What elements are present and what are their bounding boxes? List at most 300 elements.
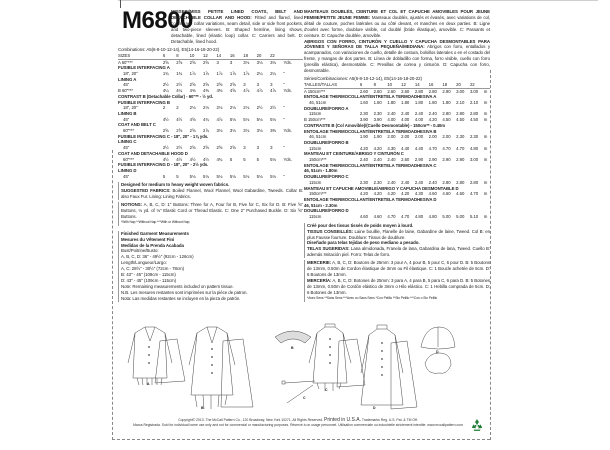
- yardage-value: 2.40: [428, 179, 437, 185]
- fabric-width: 45": [123, 116, 130, 122]
- yardage-value: 1⅞: [203, 71, 209, 77]
- yardage-value: 1⅞: [216, 71, 223, 77]
- yardage-value: 2½: [176, 82, 183, 88]
- illus-label-collar-b: B: [291, 346, 294, 350]
- yardage-value: 3: [256, 145, 260, 151]
- measurements-title-en: Finished Garment Measurements: [121, 230, 189, 236]
- yardage-value: 5⅛: [229, 173, 236, 179]
- yardage-value: 2⅝: [189, 145, 196, 151]
- unit: m: [483, 145, 488, 151]
- yardage-value: 3: [256, 82, 260, 88]
- yardage-value: 4.70: [442, 145, 451, 151]
- unit: Yds.: [283, 128, 292, 134]
- yardage-value: 4.20: [428, 117, 437, 123]
- nap-note-en: *With Nap **Without Nap ***With or Without Nap: [121, 219, 190, 224]
- designed-for-fr: Créé pour des tissus tissés de poids moyen à lourd.: [307, 222, 414, 228]
- yardage-value: 2⅝: [176, 128, 183, 134]
- yardage-value: 2.80: [428, 88, 437, 94]
- yardage-value: 3.90: [373, 117, 382, 123]
- yardage-value: 2.90: [442, 157, 451, 163]
- mercerie-text: A, B, C, D: Boutons de 25mm: 3 pour A, 4 pour B, 5 pour C, 6 pour D. B: 5 Boutons de 13mm, 0.50m de Cordon élastique de 3mm ou Fil élastique. C: 1 Boucle achetée de 5cm. D: 6 Boutons de 13mm.: [307, 260, 490, 277]
- yardage-value: 4.00: [414, 117, 424, 123]
- unit: ": [283, 71, 285, 77]
- yardage-value: 2.30: [359, 111, 368, 117]
- yardage-table-en: [118, 53, 303, 179]
- yardage-value: 2¼: [270, 71, 276, 77]
- suggested-fabrics-fr-label: TISSUS CONSEILLÉS:: [307, 228, 354, 234]
- yardage-value: 2.30: [456, 134, 465, 140]
- yardage-section-label: DOUBLURE/FORRO B: [304, 139, 349, 145]
- yardage-value: 1.60: [359, 99, 368, 105]
- yardage-value: 5.00: [442, 214, 451, 220]
- length-label: Length/Longueur/Largo:: [121, 260, 167, 266]
- yardage-value: 2⅝: [203, 82, 209, 88]
- fabric-width: B 150cm***: [304, 117, 326, 123]
- notions-en: [118, 202, 303, 226]
- yardage-value: 4.30: [387, 145, 396, 151]
- yardage-value: 1¾: [176, 71, 183, 77]
- coat-b-illustration: [189, 327, 253, 409]
- yardage-value: 3: [270, 145, 273, 151]
- yardage-section-label: DOUBLURE/FORRO A: [304, 105, 349, 111]
- description-fr-text: Manteaux doublés, ajustés et évasés, avec variations de col, détail de couture, poches latérales ou au côté devant, et manches en deux parties. B: Ligne d'ourlet avec forme, doublure visible, col doublé (bride élastique), amovible. C: Passants et ceinture. D: Capuche doublée, amovible.: [304, 14, 490, 38]
- yardage-value: 4.70: [456, 145, 465, 151]
- description-es: [304, 39, 490, 74]
- yardage-value: 4½: [162, 116, 169, 122]
- suggested-fabrics-es-label: TELAS SUGERIDAS:: [307, 246, 350, 252]
- yardage-section-label: MANTEAU ET CEINTURE/ABRIGO Y CINTURÓN C: [304, 151, 404, 157]
- suggested-fabrics-fr-text: Laine bouillie, Flanelle de laine, Gabardine de laine, Tweed. Col B: en plus Fausse fourrure. Doublure: Tissus de doublure.: [307, 228, 490, 240]
- yardage-value: 3⅛: [256, 59, 263, 65]
- unit: m: [483, 191, 488, 197]
- yardage-value: 5.10: [469, 214, 479, 220]
- bust-label: Bust/Poitrine/Busto:: [121, 248, 159, 254]
- yardage-value: 5⅛: [203, 173, 209, 179]
- yardage-value: 2.40: [414, 179, 424, 185]
- nap-note-fr-es: *Avec Sens **Sans Sens ***Avec ou Sans Sens *Con Pelillo **Sin Pelillo ***Con o Sin Pelillo: [307, 295, 438, 300]
- yardage-value: 2⅛: [203, 105, 209, 111]
- footer-line-1: [128, 418, 468, 423]
- size-header: 22: [470, 82, 484, 88]
- yardage-value: 1.80: [401, 99, 410, 105]
- size-header: 6: [163, 53, 176, 59]
- suggested-fabrics-es: [307, 246, 490, 258]
- suggested-fabrics-text: Boiled Flannel, Wool Flannel, Wool Gabardine, Tweeds. Collar B: also Faux Fur. Lining: Lining Fabrics.: [121, 188, 304, 200]
- yardage-value: 2.90: [456, 157, 465, 163]
- fabric-width: 115cm: [309, 179, 322, 185]
- top-tick-mark: [120, 0, 121, 8]
- yardage-value: 1⅞: [189, 71, 196, 77]
- yardage-value: 1.80: [428, 99, 437, 105]
- yardage-value: 4.40: [414, 145, 424, 151]
- yardage-value: 1.60: [373, 99, 382, 105]
- unit: ": [283, 145, 285, 151]
- yardage-section-label: CONTRASTE B (Col Amovible)/(Cuello Desmontable) - 150cm** - 0.40m: [304, 122, 446, 128]
- yardage-section-label: 46, 51cm - 2.30m: [304, 202, 338, 208]
- yardage-value: 4.60: [442, 191, 451, 197]
- size-header: 8: [374, 82, 388, 88]
- cut-line-right: [490, 70, 491, 440]
- measurements-title-es: Medidas de la Prenda Acabada: [121, 242, 184, 248]
- yardage-value: 4½: [189, 156, 196, 162]
- yardage-value: 4.60: [373, 214, 382, 220]
- yardage-section-label: FUSIBLE INTERFACING C - 18", 20" - 1⅞ yds.: [118, 133, 209, 139]
- yardage-value: 2⅝: [229, 145, 236, 151]
- fabrics-en: [118, 182, 303, 200]
- yardage-value: 5⅛: [270, 173, 276, 179]
- garment-illustrations: [125, 323, 465, 411]
- title-fr: MANTEAUX DOUBLÉS, CEINTURE ET COL ET CAPUCHE AMOVIBLES POUR JEUNE FEMME/PETITE JEUNE FEMME:: [304, 9, 490, 20]
- yardage-value: 2⅝: [203, 59, 209, 65]
- notions-text: [121, 202, 303, 220]
- description-en-text: Fitted and flared, lined coats have collar variations, seam detail, side or side front pockets, and two-piece sleeves. B: Shaped hemline, lining shows, detachable, lined (elastic loop) collar. C: Carriers and belt. D: Detachable, lined hood.: [171, 15, 303, 44]
- yardage-value: 2.40: [387, 179, 396, 185]
- yardage-value: 1.90: [359, 134, 368, 140]
- yardage-value: 2⅛: [229, 105, 236, 111]
- printed-in: Printed in U.S.A.: [324, 417, 361, 423]
- yardage-value: 5⅛: [256, 173, 263, 179]
- yardage-value: 2½: [256, 105, 263, 111]
- merceria-label: MERCERÍA:: [307, 277, 332, 283]
- size-header: 10: [190, 53, 203, 59]
- description-en: [171, 9, 303, 45]
- fabric-width: A 150cm***: [304, 88, 326, 94]
- yardage-section-label: LINING B: [118, 110, 137, 116]
- yardage-value: 2.40: [359, 157, 368, 163]
- title-es: ABRIGOS CON FORRO, CINTURÓN Y CUELLO Y CAPUCHA DESMONTABLES PARA JÓVENES Y SEÑORAS DE TALLA PEQUEÑA/MEDIANA:: [304, 38, 490, 50]
- size-header: 10: [387, 82, 401, 88]
- yardage-value: 2⅝: [176, 59, 183, 65]
- sizes-label: TAILLES/TALLAS: [304, 82, 360, 88]
- description-fr: [304, 9, 490, 39]
- fabric-width: 115cm: [309, 145, 322, 151]
- yardage-value: 1.90: [373, 134, 382, 140]
- left-column: [118, 47, 303, 302]
- fabric-width: 115cm: [309, 214, 322, 220]
- yardage-value: 2.80: [442, 111, 451, 117]
- yardage-value: 5: [229, 156, 233, 162]
- yardage-value: 2⅝: [216, 145, 223, 151]
- yardage-value: 5: [162, 173, 166, 179]
- suggested-fabrics-es-text: Lana almidonada, Franela de lana, Gabardina de lana, Tweed. Cuello B: además Imitación piel. Forro: Telas de forro.: [307, 246, 491, 258]
- yardage-value: 4¾: [216, 156, 223, 162]
- unit: Yds.: [283, 156, 292, 162]
- yardage-value: 2.00: [401, 134, 410, 140]
- yardage-value: 3: [270, 82, 273, 88]
- yardage-value: 2.80: [456, 111, 465, 117]
- yardage-value: 5⅛: [270, 116, 276, 122]
- yardage-value: 3.00: [469, 88, 479, 94]
- yardage-value: 4.70: [428, 145, 437, 151]
- illus-label-a: A: [147, 382, 150, 386]
- yardage-value: 4⅞: [216, 116, 223, 122]
- yardage-value: 4.20: [373, 145, 382, 151]
- yardage-value: 4.70: [469, 191, 479, 197]
- yardage-value: 4⅜: [203, 88, 209, 94]
- mercerie: [307, 260, 490, 278]
- unit: ": [283, 82, 285, 88]
- yardage-value: 2⅛: [243, 105, 250, 111]
- fabric-width: 150cm***: [309, 157, 327, 163]
- coat-a-illustration: [128, 327, 185, 385]
- yardage-value: 2.40: [428, 111, 437, 117]
- yardage-section-label: CONTRAST B (Detachable Collar) - 60"** - ½ yd.: [118, 93, 214, 99]
- yardage-value: 4.20: [373, 191, 382, 197]
- yardage-value: 3⅛: [229, 128, 236, 134]
- collar-b-illustration: [275, 331, 311, 343]
- yardage-value: 2⅞: [203, 128, 209, 134]
- illus-label-c: C: [325, 388, 328, 392]
- unit: ": [283, 116, 285, 122]
- yardage-value: 1.80: [442, 99, 451, 105]
- unit: m: [483, 179, 488, 185]
- fabric-width: 45": [123, 173, 130, 179]
- cut-line-left: [112, 150, 113, 440]
- size-header: 14: [216, 53, 229, 59]
- pattern-number: M6800: [122, 7, 193, 34]
- yardage-value: 4.50: [456, 117, 465, 123]
- yardage-value: 2¼: [256, 71, 263, 77]
- coat-c-illustration: [309, 324, 365, 391]
- yardage-value: 2⅝: [189, 82, 196, 88]
- yardage-section-label: MANTEAU ET CAPUCHE AMOVIBLE/ABRIGO Y CAPUCHA DESMONTABLE D: [304, 185, 459, 191]
- yardage-value: 2½: [270, 105, 276, 111]
- yardage-value: 2.60: [387, 88, 396, 94]
- yardage-value: 2.60: [373, 88, 382, 94]
- yardage-value: 1.80: [414, 99, 424, 105]
- yardage-value: 4.70: [387, 214, 396, 220]
- yardage-value: 3⅛: [243, 128, 250, 134]
- note-en: Note: Remaining measurements included on pattern tissue.: [121, 283, 234, 289]
- unit: m: [483, 88, 488, 94]
- size-header: 22: [270, 53, 283, 59]
- combinations-en: Combinations: A5(6-8-10-12-14), E5(14-16-18-20-22): [118, 47, 220, 52]
- unit: m: [483, 214, 488, 220]
- fabric-width: 45": [123, 82, 130, 88]
- yardage-value: 4.80: [414, 214, 424, 220]
- yardage-value: 5⅛: [229, 116, 236, 122]
- fabrics-fr-es: [304, 223, 490, 258]
- yardage-value: 4⅞: [256, 88, 263, 94]
- suggested-fabrics-fr: [307, 229, 490, 241]
- yardage-value: 2.40: [387, 111, 396, 117]
- yardage-value: 2⅛: [189, 105, 196, 111]
- yardage-value: 4.00: [401, 117, 410, 123]
- yardage-value: 3⅛: [243, 59, 250, 65]
- yardage-value: 2.80: [469, 111, 479, 117]
- yardage-table-metric: [304, 82, 490, 220]
- yardage-value: 4.40: [401, 145, 410, 151]
- size-header: 12: [203, 53, 216, 59]
- fabric-width: 115cm: [309, 111, 322, 117]
- note-es: Nota: Las medidas restantes se incluyen en la pieza de patrón.: [121, 295, 241, 301]
- yardage-row: [118, 174, 303, 180]
- yardage-value: 2.40: [401, 179, 410, 185]
- yardage-value: 3⅛: [256, 128, 263, 134]
- yardage-value: 2⅛: [216, 105, 223, 111]
- yardage-value: 2.00: [428, 134, 437, 140]
- illus-label-hood-d: D: [436, 350, 439, 354]
- yardage-section-label: 46, 51cm - 1.80m: [304, 168, 338, 174]
- unit: Yds.: [283, 59, 292, 65]
- yardage-value: 4¼: [176, 88, 183, 94]
- fabric-width: A 60"***: [118, 59, 133, 65]
- yardage-value: 5⅛: [256, 116, 263, 122]
- yardage-value: 3: [229, 59, 233, 65]
- suggested-fabrics-en: [121, 188, 303, 200]
- yardage-value: 2½: [176, 145, 183, 151]
- fabric-width: 46, 51cm: [309, 134, 327, 140]
- yardage-value: 4¼: [162, 88, 169, 94]
- yardage-row: [304, 214, 490, 220]
- yardage-value: 4½: [203, 156, 209, 162]
- notions-label: NOTIONS:: [121, 202, 143, 208]
- mercerie-label: MERCERIE:: [307, 260, 332, 266]
- yardage-value: 4⅝: [189, 116, 196, 122]
- yardage-value: 4.70: [401, 214, 410, 220]
- top-rule: [118, 0, 598, 1]
- yardage-value: 3: [243, 145, 246, 151]
- size-header: 18: [243, 53, 256, 59]
- yardage-section-label: ENTOILAGE THERMOCOLLANT/ENTRETELA TERMOADHESIVA D: [304, 196, 437, 202]
- length-b: B: 43" - 45" (109cm - 115cm): [121, 272, 176, 278]
- yardage-value: 4½: [162, 156, 169, 162]
- fabric-width: 18", 20": [123, 105, 138, 111]
- yardage-value: 4.60: [359, 214, 368, 220]
- yardage-section-label: FUSIBLE INTERFACING B: [118, 99, 170, 105]
- yardage-value: 2.60: [359, 88, 368, 94]
- yardage-value: 4.20: [359, 191, 368, 197]
- yardage-value: 2⅝: [162, 128, 169, 134]
- yardage-value: 5⅛: [189, 173, 196, 179]
- yardage-value: 2: [176, 105, 179, 111]
- combinations-metric: Séries/Combinaciones: A5(6-8-10-12-14), E5(14-16-18-20-22): [304, 75, 422, 81]
- yardage-value: 2: [162, 105, 166, 111]
- yardage-value: 2.00: [387, 134, 396, 140]
- yardage-value: 2.90: [442, 88, 451, 94]
- measurements: [118, 231, 303, 302]
- unit: ": [283, 105, 285, 111]
- yardage-section-label: LINING D: [118, 167, 137, 173]
- size-header: 8: [176, 53, 189, 59]
- yardage-value: 2⅝: [162, 59, 169, 65]
- fabric-width: 46, 51cm: [309, 99, 327, 105]
- belt-c-illustration: [282, 381, 315, 403]
- yardage-value: 4½: [176, 116, 183, 122]
- recycle-icon: [470, 418, 484, 432]
- copyright-text: Copyright© 2013. The McCall Pattern Co., 120 Broadway, New York 10271, All Rights Reserved.: [178, 418, 324, 422]
- size-header: 16: [230, 53, 243, 59]
- yardage-value: 2.00: [414, 134, 424, 140]
- copyright-footer: [128, 418, 468, 427]
- yardage-section-label: ENTOILAGE THERMOCOLLANT/ENTRETELA TERMOADHESIVA C: [304, 162, 437, 168]
- yardage-value: 4¾: [203, 116, 209, 122]
- bust-value: A, B, C, D: 36" - 49½" (92cm - 126cm): [121, 254, 194, 260]
- yardage-value: 5.00: [456, 214, 465, 220]
- measurements-title-fr: Mesures du Vêtement Fini: [121, 236, 175, 242]
- yardage-value: 4½: [176, 156, 183, 162]
- trademark-text: Trademarks Reg. U.S. Pat. & TM Off.: [361, 418, 418, 422]
- fabric-width: B 60"***: [118, 88, 133, 94]
- yardage-value: 5: [176, 173, 179, 179]
- unit: m: [483, 134, 488, 140]
- size-header: 20: [456, 82, 470, 88]
- notions-body: A, B, C, D: 1" Buttons: Three for A, Four for B, Five for C, Six for D. B: Five ⅝" Buttons, ⅛ yd. of ⅛" Elastic Cord or Thread Elastic. C: One 2" Purchased Buckle. D: Six ⅝" Buttons.: [121, 202, 303, 219]
- yardage-value: 4⅝: [229, 88, 236, 94]
- yardage-value: 2½: [162, 82, 169, 88]
- size-header: 6: [360, 82, 374, 88]
- yardage-value: 4.30: [414, 191, 424, 197]
- yardage-section-label: LINING A: [118, 76, 137, 82]
- unit: m: [483, 157, 488, 163]
- right-column: [304, 9, 490, 302]
- yardage-value: 2.30: [373, 179, 382, 185]
- yardage-value: 2.90: [428, 157, 437, 163]
- length-d: D: 43" - 45" (109cm - 115cm): [121, 277, 177, 283]
- yardage-value: 3⅛: [216, 128, 223, 134]
- note-fr: N.B. Les mesures restantes sont imprimées sur la pièce de patron.: [121, 289, 248, 295]
- designed-for-en: Designed for medium to heavy weight woven fabrics.: [121, 182, 230, 188]
- yardage-value: 3: [243, 82, 246, 88]
- yardage-section-label: DOUBLURE/FORRO D: [304, 208, 349, 214]
- yardage-value: 2⅝: [203, 145, 209, 151]
- fabric-width: 60"***: [123, 156, 135, 162]
- yardage-value: 4.80: [469, 145, 479, 151]
- yardage-value: 2.10: [456, 99, 465, 105]
- yardage-value: 1⅞: [229, 71, 236, 77]
- illus-label-b: B: [201, 406, 204, 410]
- unit: m: [483, 99, 488, 105]
- yardage-value: 5⅛: [243, 116, 250, 122]
- yardage-value: 3.00: [469, 157, 479, 163]
- yardage-value: 2.60: [401, 88, 410, 94]
- unit: m: [483, 111, 488, 117]
- footer-line-2: Marca Registrada. Sold for individual home use only and not for commercial or manufacturing purposes. Réservé à un usage personnel. Utilisation commerciale ou industrielle strictement interdite. www.mccallpattern.com: [133, 422, 463, 427]
- yardage-value: 4⅜: [189, 88, 196, 94]
- yardage-section-label: COAT AND BELT C: [118, 122, 156, 128]
- yardage-value: 2.40: [414, 111, 424, 117]
- yardage-section-label: FUSIBLE INTERFACING A: [118, 65, 170, 71]
- yardage-value: 4.60: [428, 191, 437, 197]
- unit: m: [483, 117, 488, 123]
- yardage-value: 2.80: [456, 179, 465, 185]
- fabric-width: 45": [123, 145, 130, 151]
- yardage-value: 2.30: [373, 111, 382, 117]
- yardage-value: 5: [243, 156, 246, 162]
- unit: Yds.: [283, 88, 292, 94]
- yardage-value: 2.30: [359, 179, 368, 185]
- cut-line-bottom: [112, 439, 490, 440]
- fabric-width: 60"***: [123, 128, 135, 134]
- yardage-value: 2.80: [414, 88, 424, 94]
- coat-d-illustration: [361, 325, 417, 409]
- yardage-value: 1.80: [387, 99, 396, 105]
- designed-for-es: Diseñado para telas tejidas de peso mediano a pesado.: [307, 240, 420, 246]
- yardage-value: 3.90: [359, 117, 368, 123]
- yardage-value: 3⅛: [270, 59, 276, 65]
- yardage-value: 3: [216, 59, 219, 65]
- unit: ": [283, 173, 285, 179]
- yardage-value: 5: [256, 156, 260, 162]
- yardage-value: 4.20: [387, 191, 396, 197]
- yardage-value: 1⅞: [243, 71, 250, 77]
- yardage-value: 4.50: [469, 117, 479, 123]
- yardage-value: 2⅝: [189, 59, 196, 65]
- yardage-value: 2.90: [414, 157, 424, 163]
- yardage-value: 4.20: [401, 191, 410, 197]
- size-header: 12: [401, 82, 415, 88]
- yardage-value: 2.40: [401, 111, 410, 117]
